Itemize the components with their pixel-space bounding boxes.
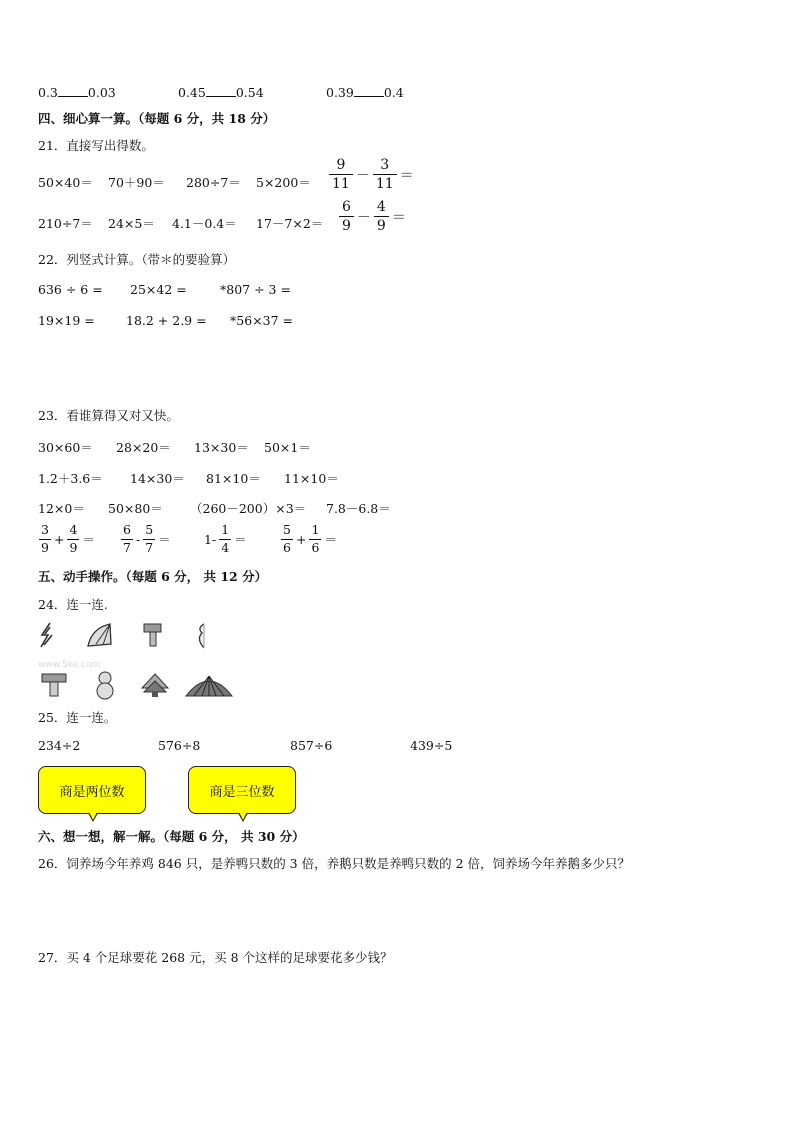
q21-item: 4.1－0.4＝	[172, 216, 237, 231]
house-tree-icon[interactable]	[140, 672, 170, 698]
division-expression[interactable]: 439÷5	[410, 738, 453, 753]
q23-item: 11×10＝	[284, 471, 339, 486]
q22-item: *56×37 =	[230, 313, 293, 328]
q23-item: 50×1＝	[264, 440, 311, 455]
q21-item: 24×5＝	[108, 216, 155, 231]
q21-item: 210÷7＝	[38, 216, 93, 231]
q21-fraction-expression: $\frac{9}{11}$ － $\frac{3}{11}$ ＝	[328, 158, 416, 191]
answer-blank[interactable]	[58, 84, 88, 97]
q23-item: 12×0＝	[38, 501, 85, 516]
division-expression[interactable]: 576÷8	[158, 738, 201, 753]
q23-item: 50×80＝	[108, 501, 163, 516]
q23-fraction-expression: $\frac{6}{7}$ - $\frac{5}{7}$ ＝	[123, 522, 171, 555]
lightning-half-icon[interactable]	[38, 622, 60, 648]
compare-item-2: 0.45 0.54	[178, 85, 264, 100]
q21-fraction-expression: $\frac{6}{9}$ － $\frac{4}{9}$ ＝	[338, 200, 408, 233]
fraction: $\frac{9}{11}$	[329, 158, 353, 191]
division-expression[interactable]: 234÷2	[38, 738, 81, 753]
section4-title: 四、细心算一算。（每题 6 分，共 18 分）	[38, 111, 276, 126]
q23-fraction-expression: $\frac{5}{6}$ + $\frac{1}{6}$ ＝	[283, 522, 337, 555]
q21-item: 17－7×2＝	[256, 216, 324, 231]
q22-item: 25×42 =	[130, 282, 187, 297]
q21-item: 5×200＝	[256, 175, 311, 190]
q23-item: 7.8－6.8＝	[326, 501, 391, 516]
q21-item: 280÷7＝	[186, 175, 241, 190]
answer-blank[interactable]	[354, 84, 384, 97]
q21-item: 70＋90＝	[108, 175, 165, 190]
umbrella-full-icon[interactable]	[184, 674, 234, 698]
q23-item: （260－200）×3＝	[190, 501, 307, 516]
q23-item: 30×60＝	[38, 440, 93, 455]
q23-fraction-expression: $\frac{3}{9}$ + $\frac{4}{9}$ ＝	[41, 522, 95, 555]
callout-two-digit-quotient[interactable]: 商是两位数	[38, 766, 146, 814]
fraction: $\frac{3}{11}$	[373, 158, 397, 191]
compare-item-1: 0.3 0.03	[38, 85, 116, 100]
q27-text: 27．买 4 个足球要花 268 元，买 8 个这样的足球要花多少钱？	[38, 950, 393, 965]
mushroom-half-icon[interactable]	[142, 622, 164, 648]
q22-item: 18.2 + 2.9 =	[126, 313, 207, 328]
compare-item-3: 0.39 0.4	[326, 85, 404, 100]
q24-title: 24．连一连.	[38, 597, 108, 612]
q22-title: 22．列竖式计算。（带＊的要验算）	[38, 252, 236, 267]
q22-item: 636 ÷ 6 =	[38, 282, 103, 297]
q23-title: 23．看谁算得又对又快。	[38, 408, 179, 423]
watermark: www.5ke.com	[38, 660, 101, 670]
umbrella-half-icon[interactable]	[86, 622, 114, 648]
q26-text: 26．饲养场今年养鸡 846 只，是养鸭只数的 3 倍，养鹅只数是养鸭只数的 2 倍，饲养场今年养鹅多少只？	[38, 856, 631, 871]
q23-item: 13×30＝	[194, 440, 249, 455]
q22-item: 19×19 =	[38, 313, 95, 328]
q21-title: 21．直接写出得数。	[38, 138, 154, 153]
q23-fraction-expression: 1- $\frac{1}{4}$ ＝	[204, 522, 247, 555]
gourd-full-icon[interactable]	[94, 670, 116, 700]
answer-blank[interactable]	[206, 84, 236, 97]
fraction: $\frac{4}{9}$	[374, 200, 389, 233]
fraction: $\frac{6}{9}$	[339, 200, 354, 233]
q23-item: 1.2＋3.6＝	[38, 471, 103, 486]
q23-item: 14×30＝	[130, 471, 185, 486]
mushroom-full-icon[interactable]	[40, 672, 68, 698]
q21-item: 50×40＝	[38, 175, 93, 190]
q22-item: *807 ÷ 3 =	[220, 282, 291, 297]
callout-three-digit-quotient[interactable]: 商是三位数	[188, 766, 296, 814]
section6-title: 六、想一想，解一解。（每题 6 分， 共 30 分）	[38, 829, 305, 844]
q23-item: 81×10＝	[206, 471, 261, 486]
section5-title: 五、动手操作。（每题 6 分， 共 12 分）	[38, 569, 268, 584]
gourd-half-icon[interactable]	[196, 622, 212, 650]
q25-title: 25．连一连。	[38, 710, 117, 725]
q23-item: 28×20＝	[116, 440, 171, 455]
division-expression[interactable]: 857÷6	[290, 738, 333, 753]
